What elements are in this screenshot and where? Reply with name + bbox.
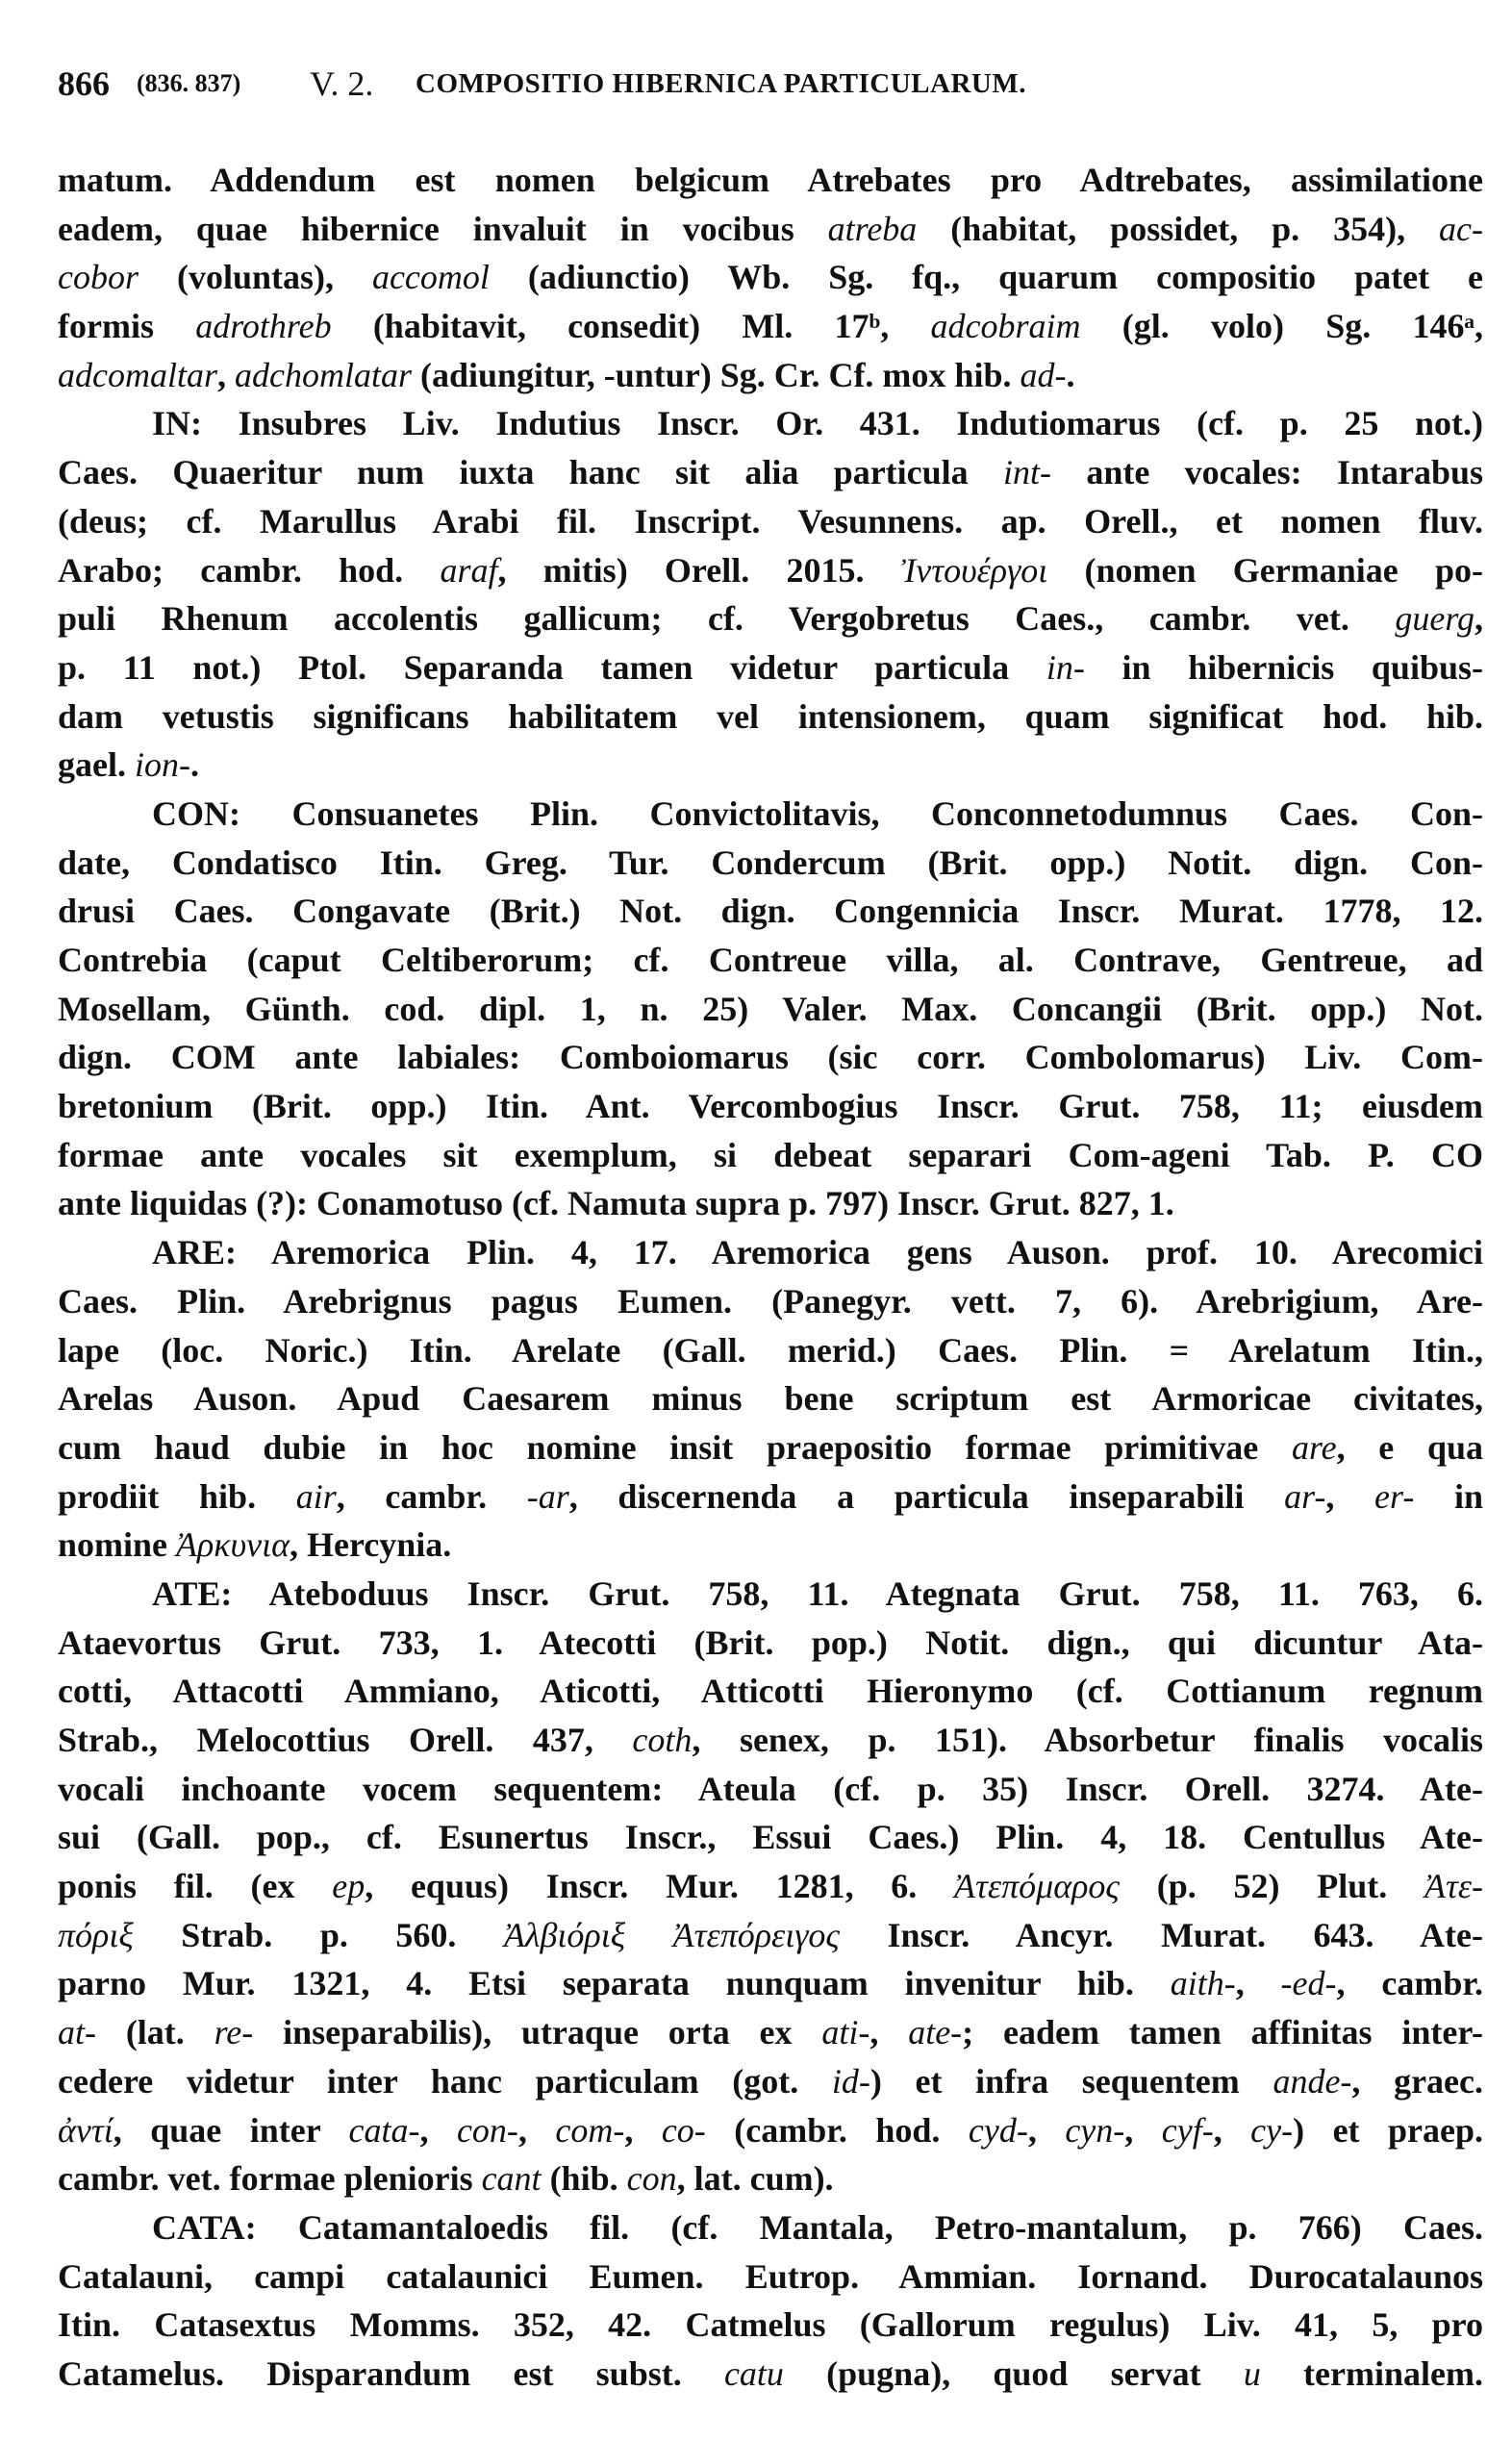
text-run: date, Condatisco Itin. Greg. Tur. Condercum (Brit. opp.) Notit. dign. Con-	[58, 843, 1483, 882]
text-run: ARE: Aremorica Plin. 4, 17. Aremorica gens Auson. prof. 10. Arecomici	[152, 1233, 1483, 1272]
text-run: , lat. cum).	[676, 2159, 834, 2199]
text-run: formae ante vocales sit exemplum, si debeat separari Com-ageni Tab. P. CO	[58, 1135, 1483, 1174]
italic-term: atreba	[827, 209, 918, 248]
italic-term: Ἀτε-	[1424, 1867, 1483, 1906]
italic-term: Ἰντουέργοι	[900, 550, 1048, 590]
paragraph-start-line	[58, 1228, 1483, 1277]
text-run: ,	[217, 355, 235, 394]
text-run: (hib.	[541, 2159, 627, 2199]
text-run: ,	[1235, 1964, 1281, 2003]
text-line	[58, 1667, 1483, 1716]
text-line	[58, 1179, 1483, 1228]
text-run: Catalauni, campi catalaunici Eumen. Eutrop. Ammian. Iornand. Durocatalaunos	[58, 2256, 1483, 2296]
italic-term: co-	[661, 2110, 706, 2150]
italic-term: -ed-	[1280, 1964, 1337, 2003]
text-run: cum haud dubie in hoc nomine insit praepositio formae primitivae	[58, 1427, 1292, 1467]
italic-term: cobor	[58, 258, 139, 297]
text-line	[58, 253, 1483, 302]
italic-term: air	[295, 1476, 337, 1516]
italic-term: are	[1291, 1427, 1337, 1467]
text-line	[58, 497, 1483, 546]
text-run: CON: Consuanetes Plin. Convictolitavis, Conconnetodumnus Caes. Con-	[152, 793, 1483, 833]
italic-term: ἀντί	[58, 2110, 113, 2150]
text-run: lape (loc. Noric.) Itin. Arelate (Gall. merid.) Caes. Plin. = Arelatum Itin.,	[58, 1330, 1483, 1370]
text-run: parno Mur. 1321, 4. Etsi separata nunquam invenitur hib.	[58, 1964, 1171, 2003]
text-line	[58, 1082, 1483, 1131]
italic-term: Ἀλβιόριξ Ἀτεπόρειγος	[503, 1915, 841, 1954]
text-run: IN: Insubres Liv. Indutius Inscr. Or. 431. Indutiomarus (cf. p. 25 not.)	[152, 404, 1483, 443]
italic-term: cyf-	[1161, 2110, 1214, 2150]
text-line	[58, 1619, 1483, 1668]
text-run: ,	[1325, 1476, 1375, 1516]
text-run: dign. COM ante labiales: Comboiomarus (sic corr. Combolomarus) Liv. Com-	[58, 1038, 1483, 1077]
text-line	[58, 1521, 1483, 1570]
text-run: ; eadem tamen affinitas inter-	[962, 2013, 1483, 2052]
text-run: , equus) Inscr. Mur. 1281, 6.	[365, 1867, 955, 1906]
italic-term: ac-	[1439, 209, 1483, 248]
text-line	[58, 2057, 1483, 2106]
text-run: terminalem.	[1260, 2353, 1483, 2393]
italic-term: cyd-	[968, 2110, 1028, 2150]
text-line	[58, 448, 1483, 497]
text-run: , mitis) Orell. 2015.	[497, 550, 901, 590]
text-run: , discernenda a particula inseparabili	[568, 1476, 1285, 1516]
text-line	[58, 643, 1483, 692]
text-run: ,	[1474, 599, 1483, 639]
text-run: (habitavit, consedit) Ml. 17ᵇ,	[331, 307, 931, 346]
text-line	[58, 1131, 1483, 1180]
text-run: nomine	[58, 1525, 177, 1565]
text-line	[58, 741, 1483, 790]
text-run: (nomen Germaniae po-	[1047, 550, 1483, 590]
text-run: (adiunctio) Wb. Sg. fq., quarum compositio patet e	[489, 258, 1483, 297]
text-line	[58, 1472, 1483, 1522]
paragraph-start-line	[58, 2203, 1483, 2252]
text-line	[58, 1765, 1483, 1814]
text-run: .	[1066, 355, 1075, 394]
text-line	[58, 1716, 1483, 1765]
italic-term: πόριξ	[58, 1915, 134, 1954]
italic-term: catu	[723, 2353, 784, 2393]
text-run: Strab. p. 560.	[133, 1915, 504, 1954]
text-run: Catamelus. Disparandum est subst.	[58, 2353, 724, 2393]
text-run: (pugna), quod servat	[783, 2353, 1244, 2393]
text-run: Ataevortus Grut. 733, 1. Atecotti (Brit. pop.) Notit. dign., qui dicuntur Ata-	[58, 1623, 1483, 1662]
italic-term: adchomlatar	[235, 355, 412, 394]
text-run: , senex, p. 151). Absorbetur finalis vocalis	[692, 1721, 1483, 1759]
text-line	[58, 302, 1483, 351]
text-run: , quae inter	[113, 2110, 349, 2150]
italic-term: accomol	[371, 258, 490, 297]
page-body-text	[58, 156, 1483, 2399]
text-run: ante liquidas (?): Conamotuso (cf. Namuta supra p. 797) Inscr. Grut. 827, 1.	[58, 1184, 1174, 1223]
text-line	[58, 1862, 1483, 1911]
italic-term: er-	[1374, 1476, 1415, 1516]
text-run: CATA: Catamantaloedis fil. (cf. Mantala, Petro-mantalum, p. 766) Caes.	[152, 2207, 1483, 2247]
text-run: , cambr.	[1336, 1964, 1483, 2003]
text-line	[58, 594, 1483, 643]
running-header	[58, 63, 1481, 112]
italic-term: con-	[456, 2110, 518, 2150]
text-run: Caes. Plin. Arebrignus pagus Eumen. (Panegyr. vett. 7, 6). Arebrigium, Are-	[58, 1281, 1483, 1321]
text-run: ,	[869, 2013, 909, 2052]
text-run: matum. Addendum est nomen belgicum Atrebates pro Adtrebates, assimilatione	[58, 161, 1483, 199]
italic-term: coth	[632, 1721, 693, 1759]
italic-term: in-	[1046, 647, 1085, 687]
text-run: ,	[1213, 2110, 1251, 2150]
text-run: ATE: Ateboduus Inscr. Grut. 758, 11. Ategnata Grut. 758, 11. 763, 6.	[152, 1573, 1483, 1613]
text-run: Inscr. Ancyr. Murat. 643. Ate-	[840, 1915, 1483, 1954]
italic-term: ad-	[1020, 355, 1067, 394]
text-line	[58, 2252, 1483, 2302]
italic-term: ion-	[134, 745, 190, 785]
text-line	[58, 351, 1483, 400]
text-line	[58, 156, 1483, 205]
text-run: inseparabilis), utraque orta ex	[253, 2013, 822, 2052]
text-run: formis	[58, 307, 196, 346]
text-run: (gl. volo) Sg. 146ᵃ,	[1080, 307, 1483, 346]
italic-term: u	[1243, 2353, 1261, 2393]
text-run: Mosellam, Günth. cod. dipl. 1, n. 25) Valer. Max. Concangii (Brit. opp.) Not.	[58, 989, 1483, 1028]
text-line	[58, 1911, 1483, 1960]
text-run: vocali inchoante vocem sequentem: Ateula (cf. p. 35) Inscr. Orell. 3274. Ate-	[58, 1769, 1483, 1808]
italic-term: Ἀτεπόμαρος	[954, 1867, 1120, 1906]
text-line	[58, 1423, 1483, 1472]
italic-term: con	[626, 2159, 677, 2199]
italic-term: ep	[332, 1867, 365, 1906]
text-run: Strab., Melocottius Orell. 437,	[58, 1721, 633, 1759]
italic-term: cant	[481, 2159, 542, 2199]
italic-term: guerg	[1395, 599, 1474, 639]
text-run: drusi Caes. Congavate (Brit.) Not. dign. Congennicia Inscr. Murat. 1778, 12.	[58, 892, 1483, 931]
italic-term: adcomaltar	[58, 355, 217, 394]
text-line	[58, 2350, 1483, 2399]
text-run: ponis fil. (ex	[58, 1867, 333, 1906]
text-run: , graec.	[1351, 2061, 1483, 2101]
text-line	[58, 2154, 1483, 2203]
italic-term: ande-	[1273, 2061, 1352, 2101]
text-run: ,	[419, 2110, 457, 2150]
text-run: , cambr.	[336, 1476, 527, 1516]
text-line	[58, 839, 1483, 888]
italic-term: at-	[58, 2013, 96, 2052]
paragraph-start-line	[58, 1570, 1483, 1619]
italic-term: cy-	[1250, 2110, 1294, 2150]
chapter-title: COMPOSITIO HIBERNICA PARTICULARUM.	[416, 68, 1026, 99]
text-run: (voluntas),	[139, 258, 372, 297]
italic-term: araf	[440, 550, 498, 590]
text-run: puli Rhenum accolentis gallicum; cf. Vergobretus Caes., cambr. vet.	[58, 599, 1396, 639]
text-line	[58, 1959, 1483, 2008]
text-run: (adiungitur, -untur) Sg. Cr. Cf. mox hib.	[412, 355, 1021, 394]
paragraph-start-line	[58, 790, 1483, 839]
text-line	[58, 1033, 1483, 1082]
italic-term: re-	[214, 2013, 254, 2052]
italic-term: adcobraim	[930, 307, 1081, 346]
italic-term: ate-	[908, 2013, 963, 2052]
italic-term: ati-	[821, 2013, 870, 2052]
paragraph-start-line	[58, 399, 1483, 448]
text-run: .	[189, 745, 199, 785]
text-run: Caes. Quaeritur num iuxta hanc sit alia particula	[58, 453, 1004, 492]
text-line	[58, 2301, 1483, 2350]
text-run: (deus; cf. Marullus Arabi fil. Inscript. Vesunnens. ap. Orell., et nomen fluv.	[58, 501, 1483, 541]
text-line	[58, 1813, 1483, 1862]
text-run: , Hercynia.	[289, 1525, 452, 1565]
italic-term: id-	[831, 2061, 870, 2101]
page-number: 866	[58, 64, 110, 103]
text-run: Arabo; cambr. hod.	[58, 550, 441, 590]
text-line	[58, 1326, 1483, 1375]
italic-term: ar-	[1284, 1476, 1326, 1516]
text-line	[58, 1277, 1483, 1326]
section-number: V. 2.	[310, 64, 374, 103]
text-line	[58, 1374, 1483, 1423]
italic-term: int-	[1003, 453, 1052, 492]
text-run: ,	[517, 2110, 556, 2150]
text-run: in	[1414, 1476, 1483, 1516]
italic-term: Ἀρκυνια	[176, 1525, 290, 1565]
text-run: ,	[1027, 2110, 1066, 2150]
text-run: cotti, Attacotti Ammiano, Aticotti, Atticotti Hieronymo (cf. Cottianum regnum	[58, 1672, 1483, 1711]
text-line	[58, 985, 1483, 1034]
text-run: , e qua	[1336, 1427, 1483, 1467]
text-run: Itin. Catasextus Momms. 352, 42. Catmelus (Gallorum regulus) Liv. 41, 5, pro	[58, 2305, 1483, 2345]
text-run: cambr. vet. formae plenioris	[58, 2159, 482, 2199]
italic-term: cata-	[348, 2110, 420, 2150]
text-run: (habitat, possidet, p. 354),	[917, 209, 1440, 248]
text-line	[58, 936, 1483, 985]
text-run: (lat.	[96, 2013, 214, 2052]
text-run: ) et praep.	[1293, 2110, 1483, 2150]
italic-term: adrothreb	[195, 307, 332, 346]
text-run: cedere videtur inter hanc particulam (got.	[58, 2061, 832, 2101]
italic-term: aith-	[1170, 1964, 1236, 2003]
text-line	[58, 692, 1483, 742]
text-line	[58, 2106, 1483, 2155]
text-run: (p. 52) Plut.	[1120, 1867, 1424, 1906]
text-run: eadem, quae hibernice invaluit in vocibus	[58, 209, 828, 248]
text-run: in hibernicis quibus-	[1084, 647, 1483, 687]
text-run: ,	[1124, 2110, 1162, 2150]
text-run: gael.	[58, 745, 135, 785]
text-run: Arelas Auson. Apud Caesarem minus bene scriptum est Armoricae civitates,	[58, 1379, 1483, 1419]
text-run: (cambr. hod.	[705, 2110, 969, 2150]
text-line	[58, 887, 1483, 936]
text-run: p. 11 not.) Ptol. Separanda tamen videtur particula	[58, 647, 1046, 687]
text-run: ,	[624, 2110, 662, 2150]
italic-term: cyn-	[1065, 2110, 1125, 2150]
text-run: sui (Gall. pop., cf. Esunertus Inscr., Essui Caes.) Plin. 4, 18. Centullus Ate-	[58, 1818, 1483, 1857]
italic-term: com-	[555, 2110, 625, 2150]
original-page-numbers: (836. 837)	[137, 69, 241, 97]
text-run: prodiit hib.	[58, 1476, 296, 1516]
text-line	[58, 2008, 1483, 2057]
text-run: Contrebia (caput Celtiberorum; cf. Contreue villa, al. Contrave, Gentreue, ad	[58, 941, 1483, 979]
italic-term: -ar	[526, 1476, 569, 1516]
text-line	[58, 546, 1483, 595]
text-run: ante vocales: Intarabus	[1051, 453, 1483, 492]
text-run: dam vetustis significans habilitatem vel intensionem, quam significat hod. hib.	[58, 696, 1483, 736]
text-run: ) et infra sequentem	[869, 2061, 1273, 2101]
text-run: bretonium (Brit. opp.) Itin. Ant. Vercombogius Inscr. Grut. 758, 11; eiusdem	[58, 1087, 1483, 1126]
text-line	[58, 205, 1483, 254]
